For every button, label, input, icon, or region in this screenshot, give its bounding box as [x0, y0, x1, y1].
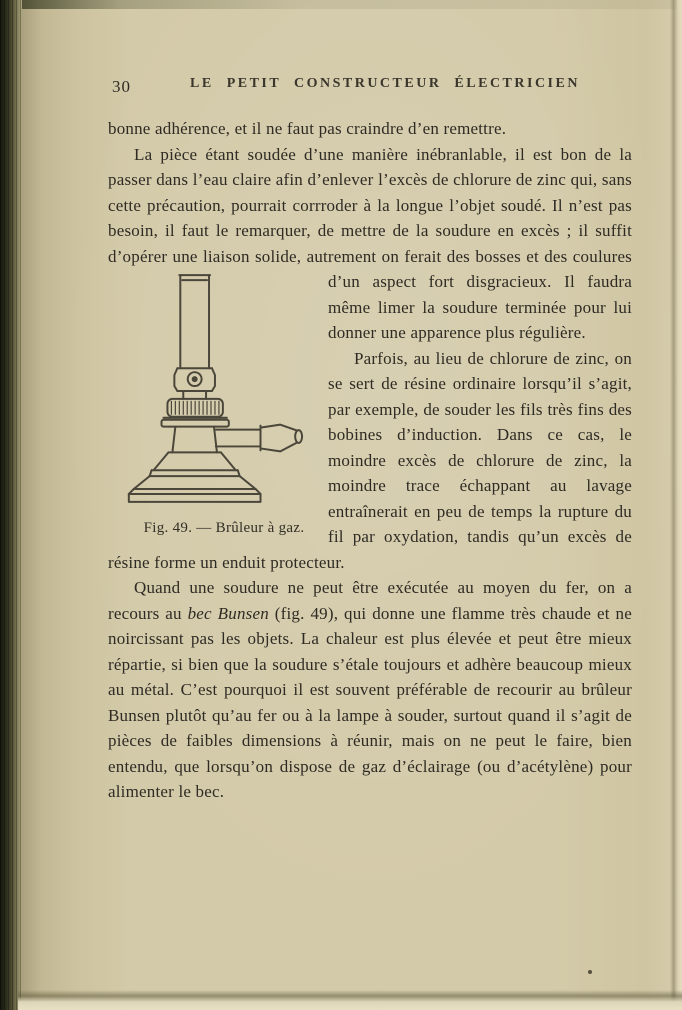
paragraph-bunsen [108, 575, 632, 805]
running-header: LE PETIT CONSTRUCTEUR ÉLECTRICIEN [190, 76, 580, 91]
page-content [108, 76, 632, 805]
page-right-edge [670, 0, 682, 1010]
italic-term: bec Bunsen [187, 603, 269, 623]
figure-caption: Fig. 49. — Brûleur à gaz. [143, 520, 305, 536]
paragraph-text: et des coulures d’un aspect fort disgracieux. Il faudra même limer la soudure terminée pour lui donner une apparence plus régulière. [328, 246, 633, 342]
figure-bunsen-burner [108, 272, 314, 538]
ink-speck [588, 970, 592, 974]
page-bottom-edge [18, 990, 682, 1010]
page-number: 30 [112, 77, 131, 96]
paragraph-continuation [108, 116, 632, 142]
paragraph-text: La pièce étant soudée d’une manière inébranlable, il est bon de la passer dans l’eau claire afin d’enlever l’excès de chlorure de zinc qui, sans cette précaution, pourrait corrroder à la longue l’objet soudé. Il n’est pas besoin, il faut le remarquer, de mettre de la soudure en excès ; il suffit d’opérer une liaison solide, autrement on ferait des bosses [108, 144, 632, 266]
paragraph-text: bonne adhérence, et il ne faut pas craindre d’en remettre. [108, 119, 507, 138]
paragraph-text: Parfois, au lieu de chlorure de zinc, on se sert de résine ordinaire lorsqu’il s’agit, par exemple, de souder les fils très fins des bobines d’induction. Dans ce cas, le moindre excès de chlorure de zinc, la moindre trace échappant au lavage entraînerait en peu de temps la rupture du fil par oxydation, tandis qu’un excès de résine forme un enduit protecteur. [108, 348, 632, 572]
bunsen-burner-illustration [112, 272, 310, 510]
paragraph-text: (fig. 49), qui donne une flamme très chaude et ne noircissant pas les objets. La chaleur est plus élevée et peut être mieux répartie, si bien que la soudure s’étale toujours et adhère beaucoup mieux au métal. C’est pourquoi il est souvent préférable de recourir au brûleur Bunsen plutôt qu’au fer ou à la lampe à souder, surtout quand il s’agit de pièces de faibles dimensions à réunir, mais on ne peut le faire, bien entendu, que lorsqu’on dispose de gaz d’éclairage (ou d’acétylène) pour alimenter le bec. [108, 603, 633, 801]
paragraph-text: Quand une soudure ne peut être exécutée au moyen du fer, on a recours au [108, 578, 632, 623]
page-header [108, 76, 632, 100]
book-binding [0, 0, 22, 1010]
